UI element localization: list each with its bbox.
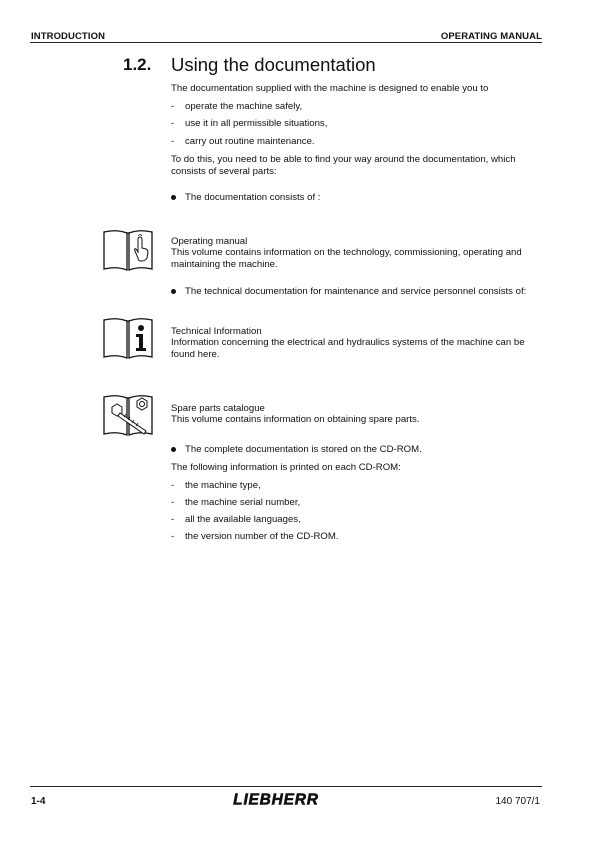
intro-item: - carry out routine maintenance.: [171, 136, 315, 147]
bullet-dot: [171, 289, 176, 294]
doc-spare-text: This volume contains information on obtaining spare parts.: [171, 414, 420, 425]
liebherr-logo: [228, 791, 324, 807]
page-number: 1-4: [31, 796, 46, 807]
doc-operating-text: This volume contains information on the technology, commissioning, operating and maintaining the machine.: [171, 247, 522, 270]
bullet-dot: [171, 195, 176, 200]
book-hand-icon: [102, 228, 154, 272]
doc-spare-title: Spare parts catalogue: [171, 403, 265, 414]
book-bolt-icon: [102, 393, 154, 437]
doc-technical-text: Information concerning the electrical and hydraulics systems of the machine can be found here.: [171, 337, 525, 360]
section-title: Using the documentation: [171, 54, 376, 75]
document-number: 140 707/1: [495, 796, 540, 807]
cdrom-item: - the version number of the CD-ROM.: [171, 531, 339, 542]
bullet-technical: The technical documentation for maintenance and service personnel consists of:: [171, 286, 531, 298]
intro-followup: To do this, you need to be able to find your way around the documentation, which consists of several parts:: [171, 154, 516, 177]
intro-item: - operate the machine safely,: [171, 101, 303, 112]
intro-item: - use it in all permissible situations,: [171, 118, 328, 129]
header-divider: [30, 42, 542, 43]
section-number: 1.2.: [123, 55, 152, 74]
header-section-label: INTRODUCTION: [31, 31, 106, 42]
cdrom-item: - the machine serial number,: [171, 497, 301, 508]
cdrom-lead: The following information is printed on each CD-ROM:: [171, 462, 401, 473]
cdrom-item: - the machine type,: [171, 480, 261, 491]
header-manual-label: OPERATING MANUAL: [440, 31, 542, 42]
intro-lead: The documentation supplied with the machine is designed to enable you to: [171, 83, 489, 94]
doc-technical-title: Technical Information: [171, 326, 262, 337]
bullet-dot: [171, 447, 176, 452]
bullet-cdrom: The complete documentation is stored on the CD-ROM.: [171, 444, 531, 456]
bullet-consists: The documentation consists of :: [171, 192, 531, 204]
svg-text:LIEBHERR: LIEBHERR: [233, 791, 319, 807]
cdrom-item: - all the available languages,: [171, 514, 301, 525]
footer-divider: [30, 786, 542, 787]
book-info-icon: [102, 316, 154, 360]
doc-operating-title: Operating manual: [171, 236, 248, 247]
